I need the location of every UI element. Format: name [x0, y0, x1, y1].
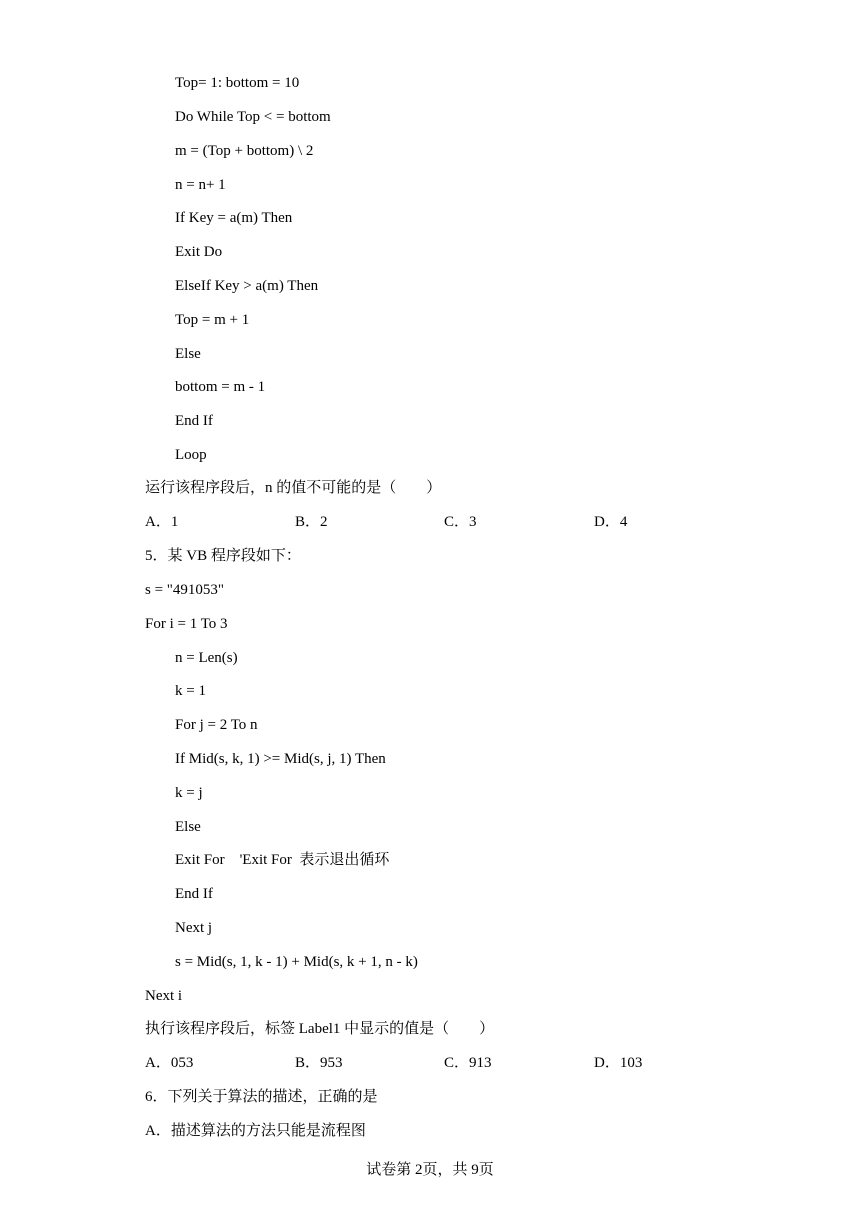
code-line: Top= 1: bottom = 10	[175, 75, 300, 91]
code-line: k = 1	[175, 683, 206, 699]
option-d[interactable]: D．4	[594, 514, 628, 530]
option-a[interactable]: A．1	[145, 514, 179, 530]
code-line: m = (Top + bottom) \ 2	[175, 143, 314, 159]
page-footer: 试卷第 2页，共 9页	[366, 1162, 494, 1178]
option-a[interactable]: A．053	[145, 1055, 194, 1071]
code-line: n = n+ 1	[175, 177, 226, 193]
code-line: Else	[175, 346, 201, 362]
option-d[interactable]: D．103	[594, 1055, 643, 1071]
code-line: End If	[175, 413, 213, 429]
code-line: Do While Top < = bottom	[175, 109, 331, 125]
option-c[interactable]: C．913	[444, 1055, 492, 1071]
option-c[interactable]: C．3	[444, 514, 477, 530]
option-b[interactable]: B．2	[295, 514, 328, 530]
code-line: End If	[175, 886, 213, 902]
code-line: For i = 1 To 3	[145, 616, 228, 632]
code-line: If Key = a(m) Then	[175, 210, 293, 226]
q4-options	[145, 513, 765, 531]
code-line: If Mid(s, k, 1) >= Mid(s, j, 1) Then	[175, 751, 386, 767]
code-line: k = j	[175, 785, 203, 801]
q5-options	[145, 1054, 765, 1072]
code-line: s = "491053"	[145, 582, 225, 598]
q6-stem: 6．下列关于算法的描述，正确的是	[145, 1089, 378, 1105]
code-line: n = Len(s)	[175, 650, 238, 666]
code-line: ElseIf Key > a(m) Then	[175, 278, 319, 294]
code-line: s = Mid(s, 1, k - 1) + Mid(s, k + 1, n - k)	[175, 954, 418, 970]
code-line: Top = m + 1	[175, 312, 250, 328]
code-line: Next i	[145, 988, 183, 1004]
code-line: Loop	[175, 447, 207, 463]
code-line: Else	[175, 819, 201, 835]
q5-stem: 5．某 VB 程序段如下：	[145, 548, 301, 564]
q6-option-a[interactable]: A．描述算法的方法只能是流程图	[145, 1123, 366, 1139]
q4-question: 运行该程序段后，n 的值不可能的是（ ）	[145, 480, 442, 496]
q5-question: 执行该程序段后，标签 Label1 中显示的值是（ ）	[145, 1021, 495, 1037]
code-line: For j = 2 To n	[175, 717, 258, 733]
code-line: bottom = m - 1	[175, 379, 266, 395]
code-line: Exit For 'Exit For 表示退出循环	[175, 852, 390, 868]
code-line: Exit Do	[175, 244, 223, 260]
code-line: Next j	[175, 920, 213, 936]
option-b[interactable]: B．953	[295, 1055, 343, 1071]
